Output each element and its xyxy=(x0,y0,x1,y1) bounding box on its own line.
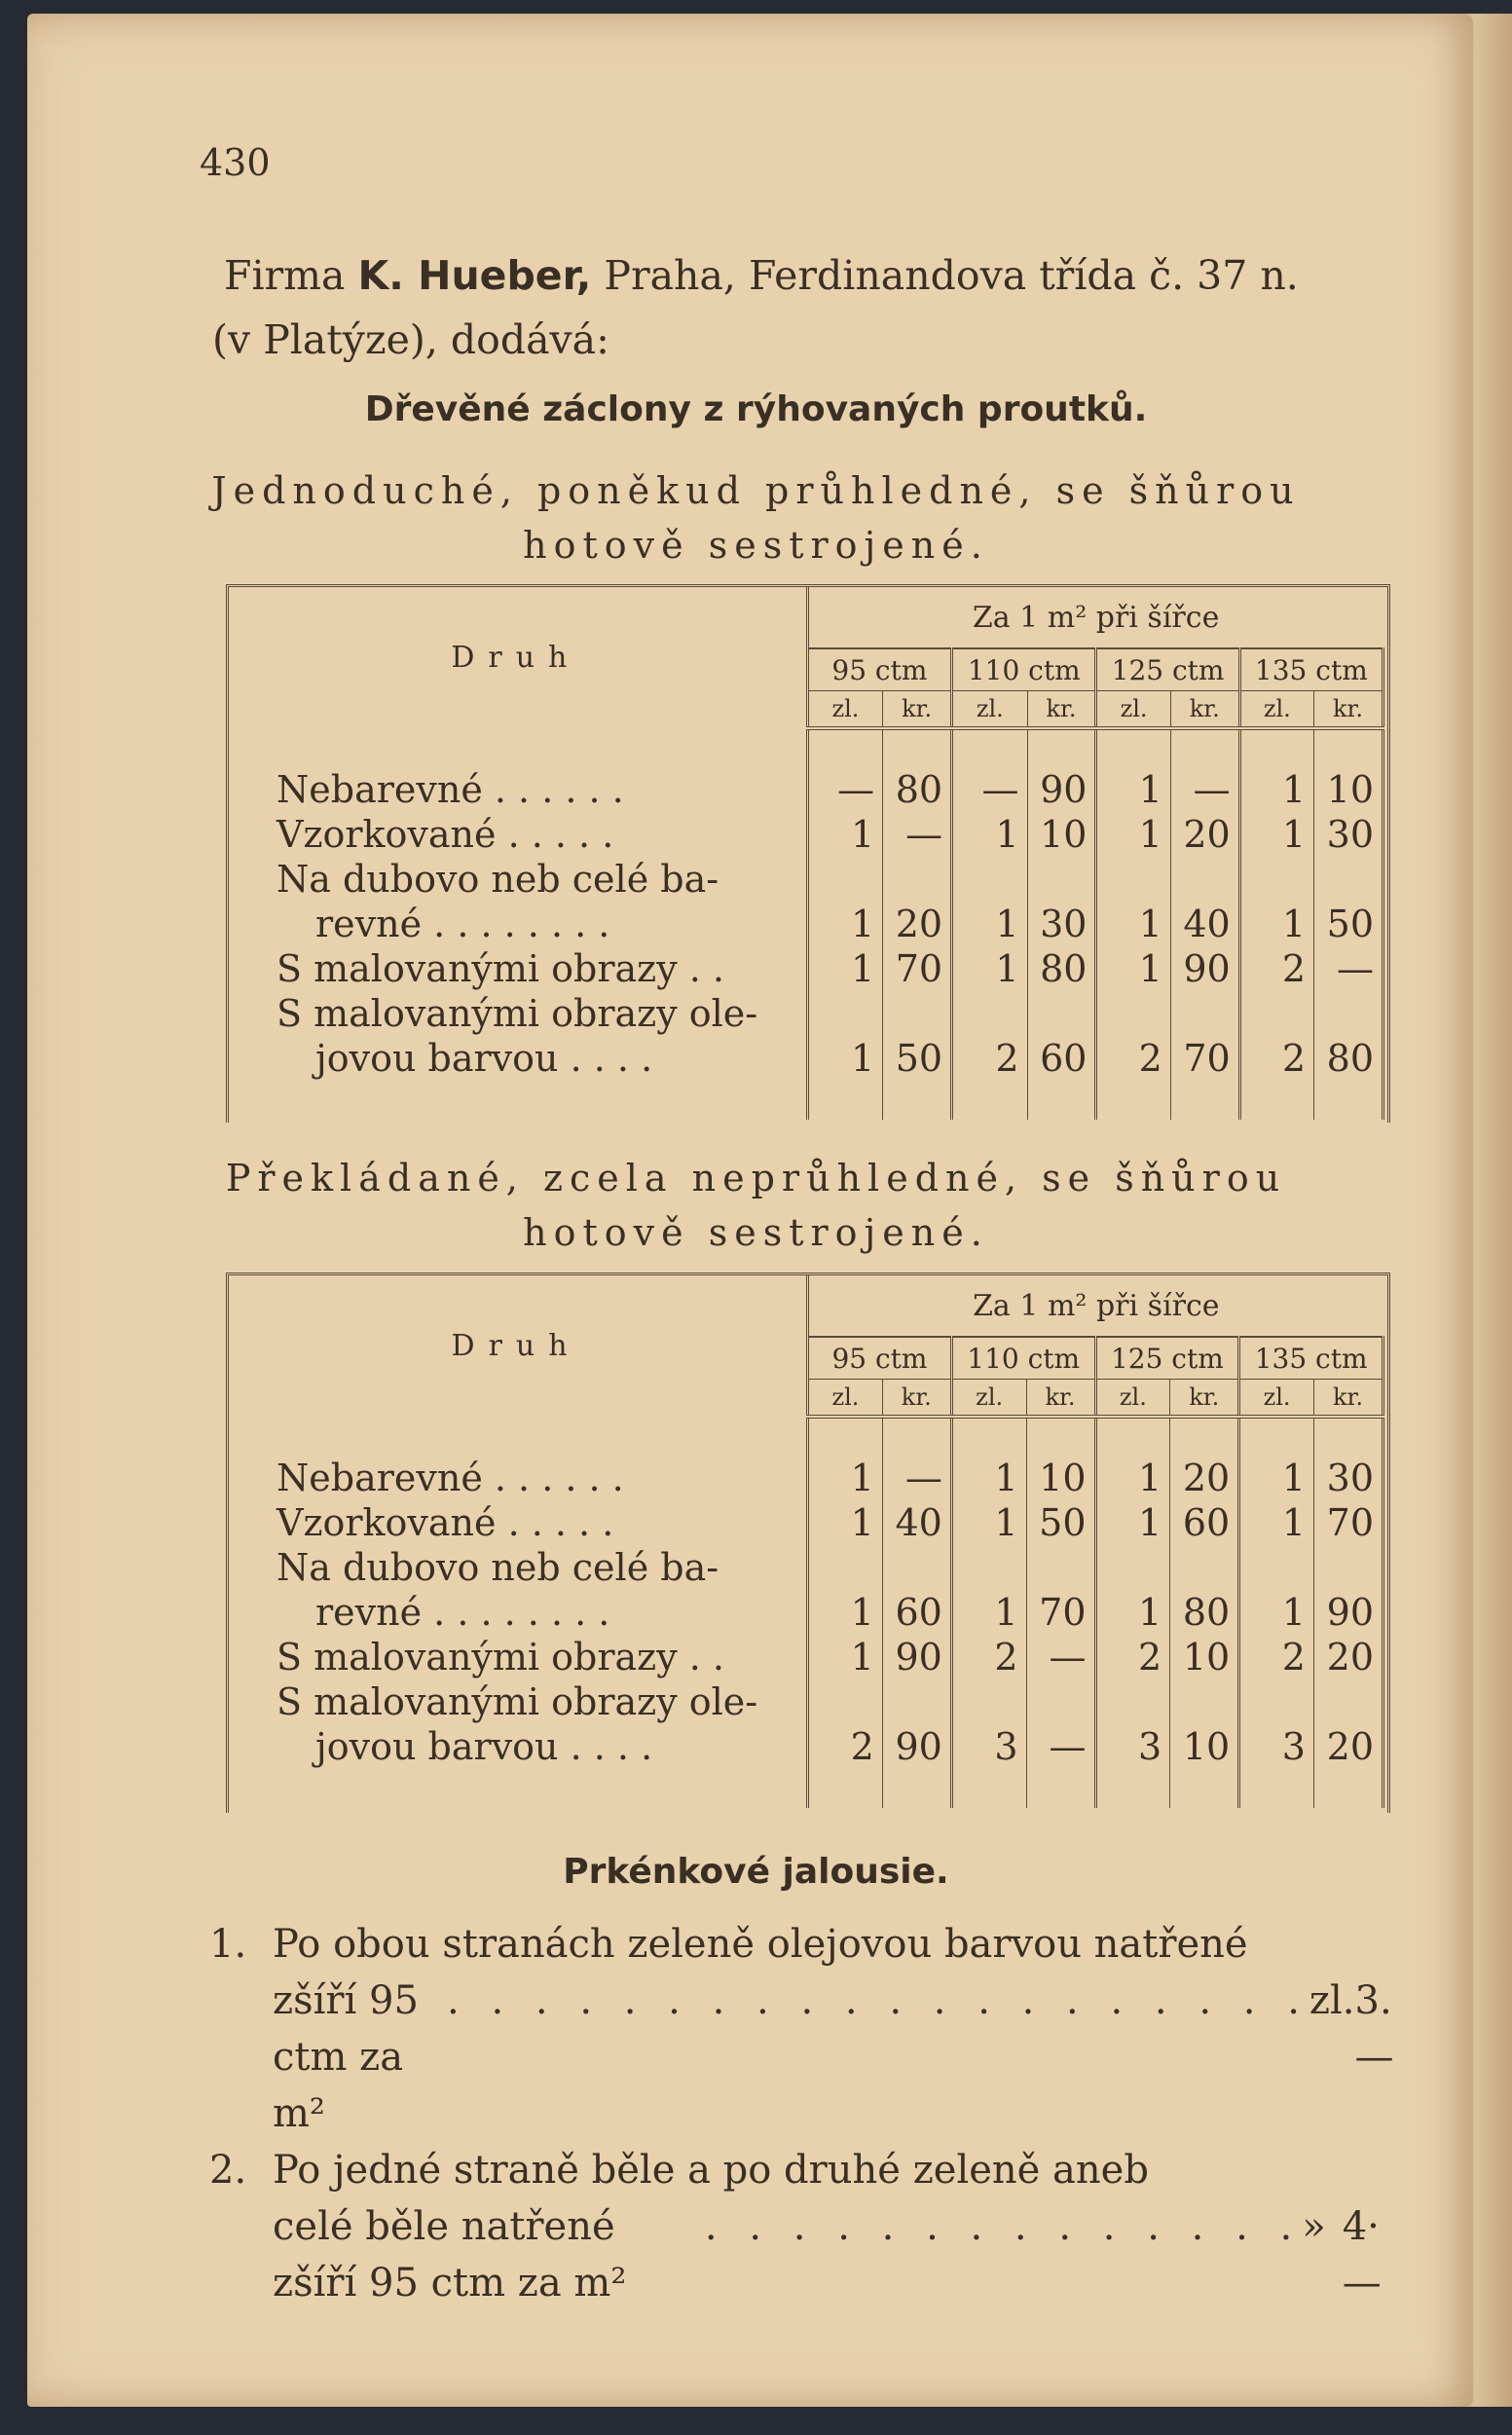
price-cell: — xyxy=(883,812,952,857)
price-cell: 20 xyxy=(1170,812,1239,857)
table-row xyxy=(226,1545,1383,1590)
price-cell: 1 xyxy=(1095,1590,1170,1635)
row-label: Vzorkované . . . . . xyxy=(226,1500,808,1545)
price-cell: 1 xyxy=(808,1500,883,1545)
price-cell xyxy=(1239,1545,1314,1590)
price-cell: 50 xyxy=(1314,902,1383,946)
price-cell: 2 xyxy=(808,1724,883,1769)
price-cell xyxy=(1026,1545,1095,1590)
table-row xyxy=(226,1724,1383,1769)
price-cell: 70 xyxy=(1313,1500,1383,1545)
width-header: 125 ctm xyxy=(1095,1337,1239,1380)
price-cell xyxy=(1239,857,1313,902)
table1-caption-line1: Jednoduché, poněkud průhledné, se šňůrou xyxy=(211,469,1301,512)
price-cell: 30 xyxy=(1314,812,1383,857)
row-label: revné . . . . . . . . xyxy=(226,1590,808,1635)
table-row xyxy=(226,1635,1383,1679)
item-unit: » xyxy=(1302,2204,1326,2249)
price-cell: 80 xyxy=(1314,1036,1383,1081)
price-cell: 1 xyxy=(1239,1500,1314,1545)
price-cell: 20 xyxy=(1313,1724,1383,1769)
row-label: revné . . . . . . . . xyxy=(226,902,807,946)
price-cell xyxy=(1095,1545,1170,1590)
unit-header: kr. xyxy=(1313,1380,1383,1418)
table-row xyxy=(226,1456,1383,1500)
unit-header: kr. xyxy=(1170,691,1239,729)
price-cell: 80 xyxy=(1170,1590,1239,1635)
row-label: jovou barvou . . . . xyxy=(226,1036,807,1081)
druh-header: Druh xyxy=(226,1275,808,1417)
page-number: 430 xyxy=(200,141,271,184)
row-label: jovou barvou . . . . xyxy=(226,1724,808,1769)
price-cell: 1 xyxy=(807,902,882,946)
price-cell: 1 xyxy=(808,1456,883,1500)
price-cell xyxy=(1170,1679,1239,1724)
price-cell: 70 xyxy=(1170,1036,1239,1081)
item-line1: Po jedné straně běle a po druhé zeleně aneb xyxy=(273,2148,1149,2193)
price-cell xyxy=(951,1545,1026,1590)
price-cell xyxy=(807,857,882,902)
price-cell: — xyxy=(882,1456,951,1500)
price-cell xyxy=(1096,991,1170,1036)
price-cell: 3 xyxy=(951,1724,1026,1769)
price-cell: 90 xyxy=(1313,1590,1383,1635)
price-cell: 80 xyxy=(1027,946,1096,991)
price-cell: 1 xyxy=(807,946,882,991)
table-row xyxy=(226,857,1383,902)
price-cell: 1 xyxy=(952,902,1027,946)
price-cell: 50 xyxy=(883,1036,952,1081)
price-cell: 3 xyxy=(1095,1724,1170,1769)
price-cell: 60 xyxy=(1170,1500,1239,1545)
price-cell xyxy=(1239,991,1313,1036)
list-item xyxy=(209,1916,1397,2142)
price-cell xyxy=(1096,857,1170,902)
price-cell xyxy=(883,991,952,1036)
unit-header: kr. xyxy=(1026,1380,1095,1418)
table2-caption-line1: Překládané, zcela neprůhledné, se šňůrou xyxy=(225,1157,1287,1199)
price-cell: 1 xyxy=(952,812,1027,857)
price-cell: 3 xyxy=(1239,1724,1314,1769)
row-label: S malovanými obrazy . . xyxy=(226,946,807,991)
price-cell: 1 xyxy=(1095,1500,1170,1545)
unit-header: zl. xyxy=(1239,691,1313,729)
price-cell: — xyxy=(1026,1724,1095,1769)
price-cell xyxy=(807,991,882,1036)
unit-header: zl. xyxy=(1096,691,1170,729)
item-line2: zšíří 95 ctm za m² xyxy=(273,1978,419,2136)
price-cell: 1 xyxy=(1096,812,1170,857)
price-cell: 1 xyxy=(808,1635,883,1679)
price-cell: 1 xyxy=(1239,767,1313,812)
price-cell xyxy=(882,1545,951,1590)
unit-header: kr. xyxy=(882,1380,951,1418)
price-cell xyxy=(1314,857,1383,902)
price-cell: 2 xyxy=(1239,1635,1314,1679)
price-cell xyxy=(808,1679,883,1724)
price-cell xyxy=(1026,1679,1095,1724)
item-number: 2. xyxy=(209,2148,247,2193)
table-row xyxy=(226,1679,1383,1724)
price-cell: 1 xyxy=(1239,1456,1314,1500)
unit-header: zl. xyxy=(1095,1380,1170,1418)
price-cell: 30 xyxy=(1313,1456,1383,1500)
price-cell: — xyxy=(952,767,1027,812)
section-title: Dřevěné záclony z rýhovaných proutků. xyxy=(364,389,1148,429)
width-header: 110 ctm xyxy=(952,648,1096,691)
price-cell: 20 xyxy=(1313,1635,1383,1679)
width-header: 135 ctm xyxy=(1239,648,1383,691)
price-cell: 1 xyxy=(1096,902,1170,946)
table2-caption-line2: hotově sestrojené. xyxy=(523,1211,989,1254)
row-label: S malovanými obrazy . . xyxy=(226,1635,808,1679)
row-label: Vzorkované . . . . . xyxy=(226,812,807,857)
item-number: 1. xyxy=(209,1922,247,1967)
price-cell: 1 xyxy=(1239,1590,1314,1635)
price-cell: 10 xyxy=(1314,767,1383,812)
intro-address: Praha, Ferdinandova třída č. 37 n. xyxy=(591,252,1299,299)
price-cell: — xyxy=(807,767,882,812)
za-header: Za 1 m² při šířce xyxy=(808,1275,1383,1337)
width-header: 125 ctm xyxy=(1096,648,1239,691)
price-cell: 1 xyxy=(808,1590,883,1635)
unit-header: zl. xyxy=(952,691,1027,729)
price-cell: 10 xyxy=(1170,1724,1239,1769)
price-cell: 90 xyxy=(1170,946,1239,991)
item-line2: celé běle natřené zšíří 95 ctm za m² xyxy=(273,2204,627,2306)
price-cell: 1 xyxy=(1096,946,1170,991)
intro-prefix: Firma xyxy=(224,252,358,299)
price-cell: 70 xyxy=(883,946,952,991)
table-row xyxy=(226,1590,1383,1635)
row-label: S malovanými obrazy ole- xyxy=(226,991,807,1036)
price-cell: 90 xyxy=(1027,767,1096,812)
price-cell xyxy=(952,857,1027,902)
price-cell: 1 xyxy=(807,812,882,857)
price-cell: 2 xyxy=(1096,1036,1170,1081)
intro-paragraph xyxy=(212,243,1392,372)
table-row xyxy=(226,1036,1383,1081)
price-cell xyxy=(1027,857,1096,902)
price-cell: 1 xyxy=(1096,767,1170,812)
item-line1: Po obou stranách zeleně olejovou barvou natřené xyxy=(273,1922,1248,1967)
unit-header: kr. xyxy=(883,691,952,729)
unit-header: kr. xyxy=(1314,691,1383,729)
table-row xyxy=(226,991,1383,1036)
width-header: 95 ctm xyxy=(808,1337,952,1380)
price-cell xyxy=(1314,991,1383,1036)
table-row xyxy=(226,946,1383,991)
price-cell: 1 xyxy=(951,1590,1026,1635)
price-cell: 1 xyxy=(1239,902,1313,946)
price-table-simple xyxy=(226,587,1384,1120)
item-unit: zl. xyxy=(1309,1978,1355,2023)
price-cell: 20 xyxy=(1170,1456,1239,1500)
price-cell: 90 xyxy=(882,1635,951,1679)
row-label: Na dubovo neb celé ba- xyxy=(226,857,807,902)
prkenkove-title: Prkénkové jalousie. xyxy=(563,1852,949,1892)
table-row xyxy=(226,767,1383,812)
price-cell: 40 xyxy=(1170,902,1239,946)
price-cell xyxy=(951,1679,1026,1724)
table-row xyxy=(226,812,1383,857)
price-cell: 1 xyxy=(1095,1456,1170,1500)
price-cell: — xyxy=(1314,946,1383,991)
price-cell: 2 xyxy=(1239,1036,1313,1081)
leader-dots: . . . . . . . . . . . . . . xyxy=(704,2204,1303,2249)
price-cell: 1 xyxy=(952,946,1027,991)
price-cell xyxy=(1313,1545,1383,1590)
price-cell xyxy=(1170,857,1239,902)
price-cell: 1 xyxy=(1239,812,1313,857)
unit-header: zl. xyxy=(807,691,882,729)
item-price: 3.— xyxy=(1354,1978,1394,2080)
row-label: Nebarevné . . . . . . xyxy=(226,1456,808,1500)
table1-caption-line2: hotově sestrojené. xyxy=(523,524,989,567)
leader-dots: . . . . . . . . . . . . . . . . . . . . xyxy=(447,1978,1309,2023)
price-table-overlapping xyxy=(226,1275,1384,1808)
price-cell: 10 xyxy=(1027,812,1096,857)
price-cell: — xyxy=(1170,767,1239,812)
price-cell: 2 xyxy=(951,1635,1026,1679)
unit-header: kr. xyxy=(1170,1380,1239,1418)
price-cell: 1 xyxy=(807,1036,882,1081)
intro-line2: (v Platýze), dodává: xyxy=(212,316,609,363)
price-cell xyxy=(1095,1679,1170,1724)
price-cell: 2 xyxy=(952,1036,1027,1081)
price-cell: 90 xyxy=(882,1724,951,1769)
price-cell: 1 xyxy=(951,1456,1026,1500)
table-row xyxy=(226,902,1383,946)
price-cell xyxy=(1313,1679,1383,1724)
width-header: 95 ctm xyxy=(807,648,951,691)
price-cell: 10 xyxy=(1170,1635,1239,1679)
za-header: Za 1 m² při šířce xyxy=(807,587,1383,648)
width-header: 135 ctm xyxy=(1239,1337,1383,1380)
price-cell: 2 xyxy=(1239,946,1313,991)
price-cell xyxy=(1170,991,1239,1036)
price-cell: 20 xyxy=(883,902,952,946)
list-item xyxy=(209,2142,1397,2311)
price-cell: 50 xyxy=(1026,1500,1095,1545)
price-cell: 60 xyxy=(882,1590,951,1635)
item-price: 4·— xyxy=(1342,2204,1382,2306)
row-label: Na dubovo neb celé ba- xyxy=(226,1545,808,1590)
firm-name: K. Hueber, xyxy=(357,252,592,299)
price-cell: 70 xyxy=(1026,1590,1095,1635)
price-cell: 2 xyxy=(1095,1635,1170,1679)
price-cell xyxy=(808,1545,883,1590)
unit-header: zl. xyxy=(951,1380,1026,1418)
price-cell: 1 xyxy=(951,1500,1026,1545)
price-cell xyxy=(952,991,1027,1036)
row-label: S malovanými obrazy ole- xyxy=(226,1679,808,1724)
row-label: Nebarevné . . . . . . xyxy=(226,767,807,812)
unit-header: kr. xyxy=(1027,691,1096,729)
unit-header: zl. xyxy=(1239,1380,1314,1418)
price-cell xyxy=(882,1679,951,1724)
price-cell xyxy=(1027,991,1096,1036)
price-cell: — xyxy=(1026,1635,1095,1679)
prkenkove-list xyxy=(209,1916,1397,2311)
druh-header: Druh xyxy=(226,587,807,728)
table-row xyxy=(226,1500,1383,1545)
price-cell xyxy=(883,857,952,902)
price-cell xyxy=(1239,1679,1314,1724)
width-header: 110 ctm xyxy=(951,1337,1095,1380)
price-cell xyxy=(1170,1545,1239,1590)
price-cell: 30 xyxy=(1027,902,1096,946)
price-cell: 40 xyxy=(882,1500,951,1545)
price-cell: 80 xyxy=(883,767,952,812)
price-cell: 60 xyxy=(1027,1036,1096,1081)
unit-header: zl. xyxy=(808,1380,883,1418)
price-cell: 10 xyxy=(1026,1456,1095,1500)
